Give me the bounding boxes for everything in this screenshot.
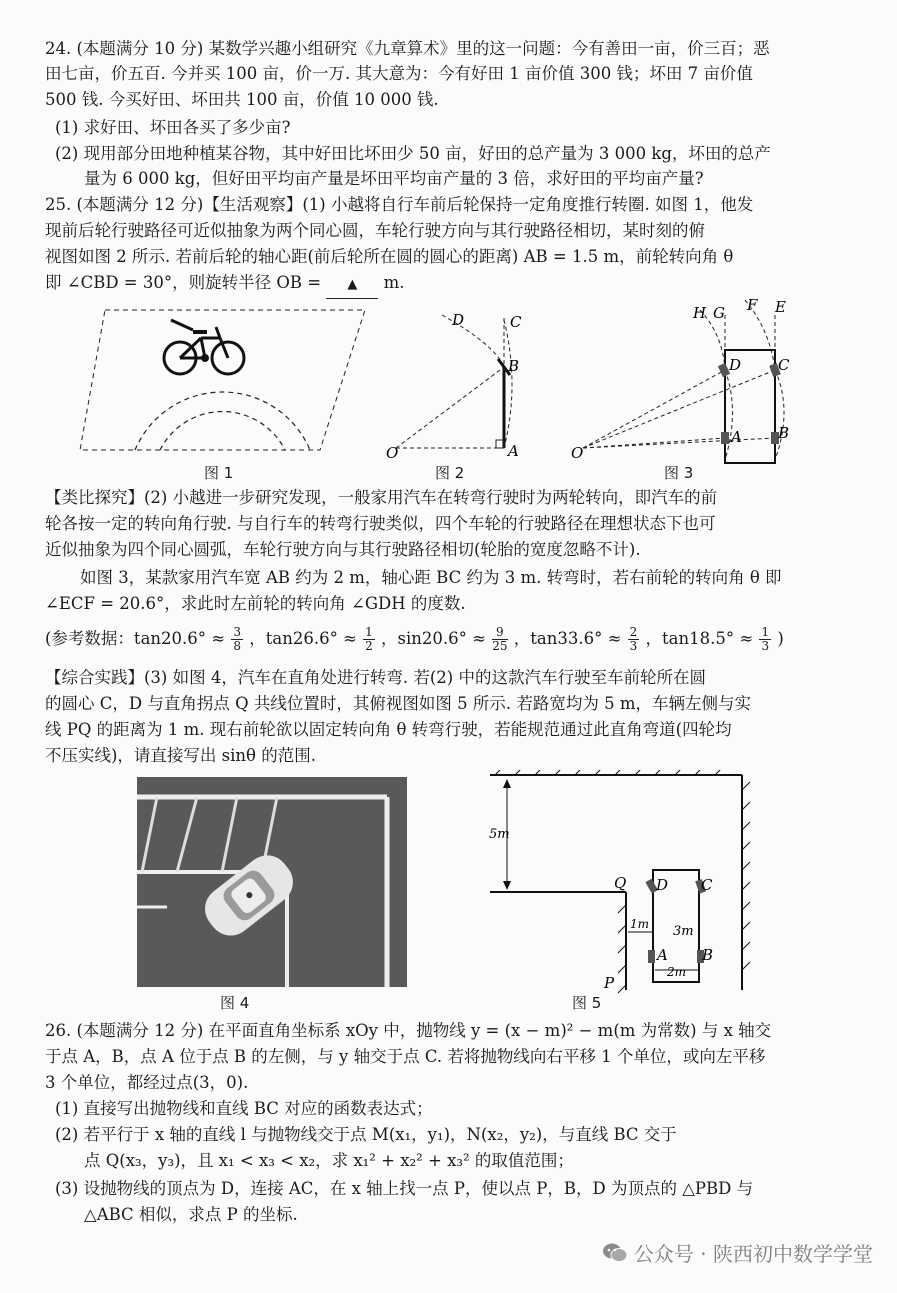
svg-text:A: A — [731, 428, 742, 446]
svg-text:A: A — [657, 946, 668, 964]
figure-3-car-top-view — [565, 290, 810, 465]
q26-part3a: (3) 设抛物线的顶点为 D，连接 AC，在 x 轴上找一点 P，使以点 P，B，D 为顶点的 △PBD 与 — [55, 1179, 754, 1198]
q26-line1: 26. (本题满分 12 分) 在平面直角坐标系 xOy 中，抛物线 y = (x − m)² − m(m 为常数) 与 x 轴交 — [45, 1021, 772, 1040]
q25-line4a: 即 ∠CBD = 30°，则旋转半径 OB = — [45, 273, 322, 292]
wheelbase-label: 3m — [673, 924, 694, 939]
q25-part2-line5: ∠ECF = 20.6°，求此时左前轮的转向角 ∠GDH 的度数. — [45, 594, 466, 613]
svg-text:B: B — [508, 357, 520, 375]
figure-4-photo — [137, 777, 407, 987]
q25-line1: 25. (本题满分 12 分)【生活观察】(1) 小越将自行车前后轮保持一定角度推行转圈. 如图 1，他发 — [45, 195, 754, 214]
q26-line2: 于点 A，B，点 A 位于点 B 的左侧，与 y 轴交于点 C. 若将抛物线向右平移 1 个单位，或向左平移 — [45, 1047, 766, 1066]
svg-text:C: C — [701, 876, 713, 894]
q25-part2-line2: 轮各按一定的转向角行驶. 与自行车的转弯行驶类似，四个车轮的行驶路径在理想状态下也可 — [45, 514, 716, 533]
figure-2-caption: 图 2 — [435, 464, 465, 482]
q26-part1: (1) 直接写出抛物线和直线 BC 对应的函数表达式； — [55, 1099, 433, 1118]
figure-1-bicycle — [75, 300, 375, 460]
svg-text:E: E — [775, 298, 786, 316]
q25-line4 — [45, 270, 404, 299]
figure-3-caption: 图 3 — [664, 464, 694, 482]
side-gap-label: 1m — [630, 917, 650, 931]
figure-1-caption: 图 1 — [204, 464, 234, 482]
svg-text:D: D — [656, 876, 669, 894]
figure-5-caption: 图 5 — [572, 994, 602, 1012]
q25-part2-line4: 如图 3，某款家用汽车宽 AB 约为 2 m，轴心距 BC 约为 3 m. 转弯时，若右前轮的转向角 θ 即 — [80, 568, 782, 587]
road-width-label: 5m — [489, 827, 510, 842]
fraction-3-8: $\frac{3}{8}$ — [233, 625, 241, 653]
figure-4-caption: 图 4 — [220, 994, 250, 1012]
svg-text:B: B — [778, 424, 790, 442]
svg-text:H: H — [693, 304, 707, 322]
q25-part3-line1: 【综合实践】(3) 如图 4，汽车在直角处进行转弯. 若(2) 中的这款汽车行驶至车前轮所在圆 — [45, 668, 706, 687]
fraction-1-3: $\frac{1}{3}$ — [761, 625, 770, 653]
q26-part2b: 点 Q(x₃，y₃)，且 x₁ < x₃ < x₂，求 x₁² + x₂² + x₃² 的取值范围； — [84, 1151, 574, 1170]
q24-line1: 24. (本题满分 10 分) 某数学兴趣小组研究《九章算术》里的这一问题：今有善田一亩，价三百；恶 — [45, 39, 770, 58]
svg-text:C: C — [778, 356, 790, 374]
q24-part2a: (2) 现用部分田地种植某谷物，其中好田比坏田少 50 亩，好田的总产量为 3 000 kg，坏田的总产 — [55, 144, 771, 163]
svg-text:D: D — [729, 356, 742, 374]
answer-blank[interactable]: ▲ — [326, 272, 378, 299]
fraction-1-2: $\frac{1}{2}$ — [365, 625, 373, 653]
svg-text:C: C — [510, 313, 522, 331]
q26-line3: 3 个单位，都经过点(3，0). — [45, 1073, 249, 1092]
q25-part2-line1: 【类比探究】(2) 小越进一步研究发现，一般家用汽车在转弯行驶时为两轮转向，即汽车的前 — [45, 488, 718, 507]
q25-part3-line3: 线 PQ 的距离为 1 m. 现右前轮欲以固定转向角 θ 转弯行驶，若能规范通过此直角弯道(四轮均 — [45, 720, 732, 739]
q25-part2-line3: 近似抽象为四个同心圆弧，车轮行驶方向与其行驶路径相切(轮胎的宽度忽略不计). — [45, 540, 641, 559]
wechat-icon — [602, 1242, 628, 1264]
figure-2-bicycle-top-view — [380, 305, 540, 465]
svg-text:B: B — [702, 946, 714, 964]
svg-text:P: P — [604, 974, 615, 992]
svg-text:Q: Q — [614, 874, 627, 892]
q24-line2: 田七亩，价五百. 今并买 100 亩，价一万. 其大意为：今有好田 1 亩价值 300 钱；坏田 7 亩价值 — [45, 64, 753, 83]
figure-5-right-angle-road — [480, 770, 760, 1000]
q24-part2b: 量为 6 000 kg，但好田平均亩产量是坏田平均亩产量的 3 倍，求好田的平均亩产量? — [84, 169, 704, 188]
car-turning-illustration — [137, 777, 407, 987]
q26-part2a: (2) 若平行于 x 轴的直线 l 与抛物线交于点 M(x₁，y₁)，N(x₂，y₂)，与直线 BC 交于 — [55, 1125, 677, 1144]
q24-line3: 500 钱. 今买好田、坏田共 100 亩，价值 10 000 钱. — [45, 90, 439, 109]
svg-text:O: O — [571, 444, 584, 462]
fraction-9-25: $\frac{9}{25}$ — [492, 625, 508, 653]
q25-line3: 视图如图 2 所示. 若前后轮的轴心距(前后轮所在圆的圆心的距离) AB = 1.5 m，前轮转向角 θ — [45, 247, 734, 266]
q26-part3b: △ABC 相似，求点 P 的坐标. — [84, 1205, 298, 1224]
car-width-label: 2m — [667, 965, 687, 979]
q25-line2: 现前后轮行驶路径可近似抽象为两个同心圆，车轮行驶方向与其行驶路径相切，某时刻的俯 — [45, 221, 705, 240]
reference-data: (参考数据：tan20.6° ≈ $\frac{3}{8}$ ，tan26.6° ≈ $\frac{1}{2}$ ，sin20.6° ≈ $\frac{9}{25}$ ，tan33.6° ≈ $\frac{2}{3}$ ，tan18.5° ≈ $\frac{1}{3}$ ) — [45, 625, 784, 653]
watermark-text: 公众号 · 陕西初中数学学堂 — [633, 1242, 873, 1266]
svg-text:A: A — [508, 442, 519, 460]
svg-text:G: G — [713, 304, 725, 322]
q25-line4b: m. — [383, 273, 405, 292]
svg-text:O: O — [386, 444, 399, 462]
svg-text:D: D — [452, 311, 465, 329]
watermark — [602, 1238, 873, 1267]
q25-part3-line4: 不压实线)，请直接写出 sinθ 的范围. — [45, 746, 316, 765]
fraction-2-3: $\frac{2}{3}$ — [629, 625, 638, 653]
q24-part1: (1) 求好田、坏田各买了多少亩? — [55, 118, 291, 137]
svg-text:F: F — [747, 296, 758, 314]
q25-part3-line2: 的圆心 C，D 与直角拐点 Q 共线位置时，其俯视图如图 5 所示. 若路宽均为 5 m，车辆左侧与实 — [45, 694, 751, 713]
